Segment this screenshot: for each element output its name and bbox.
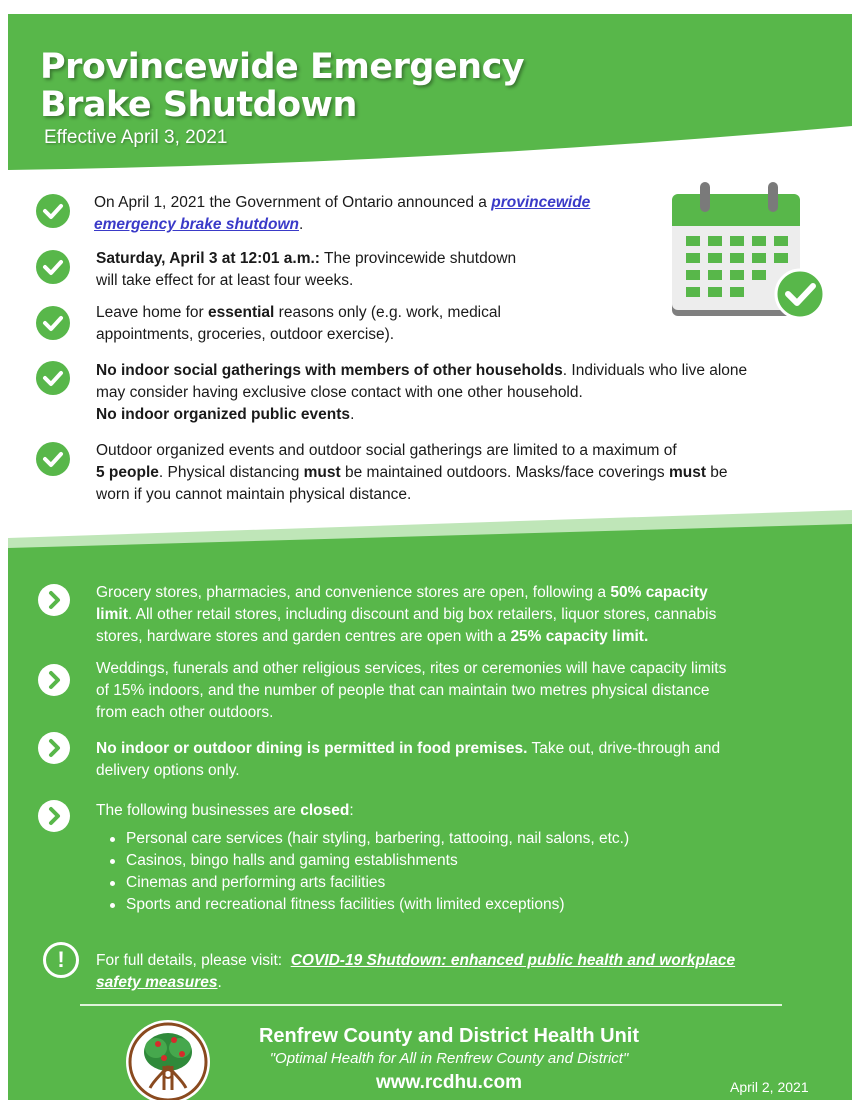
measure-text: Take out, drive-through and [527,740,721,757]
item-bold: 5 people [96,464,159,481]
item-text: be [706,464,728,481]
publish-date: April 2, 2021 [730,1079,809,1095]
exclamation-icon: ! [43,942,79,978]
page-title [40,48,524,124]
covid-shutdown-link-cont[interactable]: safety measures [96,974,218,991]
check-icon [36,250,70,284]
measure-bold: limit [96,606,128,623]
health-unit-logo [124,1018,212,1100]
details-text: For full details, please visit: [96,952,291,969]
measure-closed-heading [96,800,836,822]
item-bold: Saturday, April 3 at 12:01 a.m.: [96,250,320,267]
measure-dining [96,738,836,782]
measure-text: stores, hardware stores and garden centres are open with a [96,628,511,645]
item-bold: No indoor social gatherings with members of other households [96,362,563,379]
measure-retail [96,582,836,648]
item-text: be maintained outdoors. Masks/face coverings [340,464,669,481]
item-text: appointments, groceries, outdoor exercise). [96,326,395,343]
measure-text: : [349,802,354,819]
list-item: Casinos, bingo halls and gaming establishments [104,850,629,872]
item-text: . [350,406,355,423]
details-text: . [217,974,222,991]
item-text: The provincewide shutdown [319,250,517,267]
organization-tagline: "Optimal Health for All in Renfrew County and District" [269,1050,629,1067]
item-bold: essential [208,304,275,321]
item-bold: must [668,464,706,481]
chevron-right-icon [38,584,70,616]
item-text: may consider having exclusive close contact with one other household. [96,384,583,401]
item-text: Outdoor organized events and outdoor social gatherings are limited to a maximum of [96,442,677,459]
list-item: Cinemas and performing arts facilities [104,872,629,894]
effective-date: Effective April 3, 2021 [44,127,228,148]
list-item: Personal care services (hair styling, barbering, tattooing, nail salons, etc.) [104,828,629,850]
item-bold: No indoor organized public events [96,406,351,423]
header-banner [8,14,852,174]
measure-bold: 25% capacity limit. [510,628,649,645]
measure-text: The following businesses are [96,802,301,819]
checklist-item-essential [96,302,656,346]
details-note [96,950,836,994]
item-text: . [299,216,304,233]
organization-url[interactable]: www.rcdhu.com [375,1072,523,1093]
measure-text: Weddings, funerals and other religious services, rites or ceremonies will have capacity limits [96,660,727,677]
flyer-page [8,14,852,1100]
covid-shutdown-link[interactable]: COVID-19 Shutdown: enhanced public health and workplace [290,952,736,969]
title-line-1: Provincewide Emergency [40,47,525,87]
organization-name: Renfrew County and District Health Unit [258,1025,640,1047]
item-text: . Physical distancing [158,464,304,481]
measure-text: from each other outdoors. [96,704,274,721]
measure-bold: closed [300,802,350,819]
measure-text: delivery options only. [96,762,240,779]
list-item: Sports and recreational fitness facilities (with limited exceptions) [104,894,629,916]
measure-text: . All other retail stores, including discount and big box retailers, liquor stores, cannabis [127,606,717,623]
measures-section [8,510,852,1100]
item-text: will take effect for at least four weeks. [96,272,354,289]
closed-businesses-list [104,828,629,916]
measure-weddings [96,658,836,724]
measure-text: Grocery stores, pharmacies, and convenience stores are open, following a [96,584,611,601]
item-text: Leave home for [96,304,209,321]
measure-text: of 15% indoors, and the number of people that can maintain two metres physical distance [96,682,710,699]
organization-info [204,1023,694,1097]
item-bold: must [303,464,341,481]
check-icon [36,361,70,395]
measure-bold: No indoor or outdoor dining is permitted in food premises. [96,740,528,757]
title-line-2: Brake Shutdown [40,85,357,125]
chevron-right-icon [38,800,70,832]
shutdown-link-cont[interactable]: emergency brake shutdown [94,216,300,233]
chevron-right-icon [38,732,70,764]
checklist-item-start-date [96,248,656,292]
divider [80,1004,782,1006]
checklist-item-announcement [94,192,654,236]
chevron-right-icon [38,664,70,696]
item-text: reasons only (e.g. work, medical [274,304,501,321]
item-text: On April 1, 2021 the Government of Ontario announced a [94,194,492,211]
checklist-item-gatherings [96,360,836,426]
measure-bold: 50% capacity [610,584,708,601]
shutdown-link[interactable]: provincewide [491,194,591,211]
check-icon [36,442,70,476]
checklist-item-outdoor-events [96,440,836,506]
item-text: worn if you cannot maintain physical distance. [96,486,412,503]
calendar-check-icon [668,182,828,328]
item-text: . Individuals who live alone [562,362,748,379]
check-icon [36,194,70,228]
check-icon [36,306,70,340]
